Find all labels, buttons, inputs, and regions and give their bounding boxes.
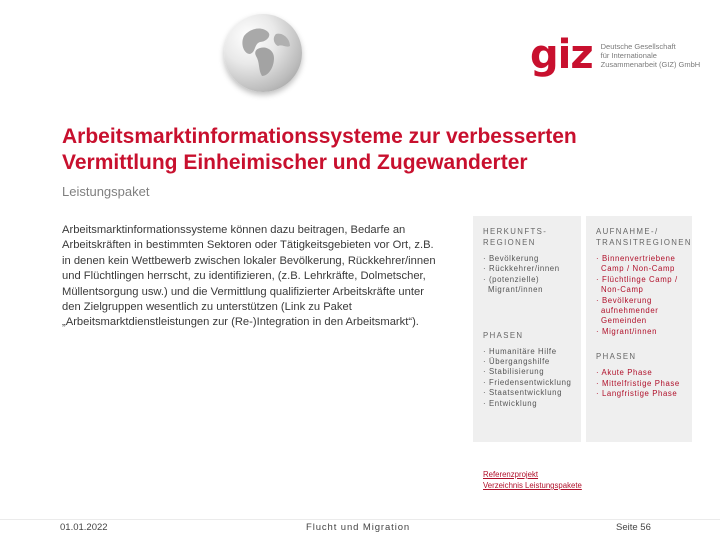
list-item: · Staatsentwicklung	[483, 388, 563, 398]
list-item[interactable]: · Akute Phase	[596, 368, 653, 378]
logo-mark: giz	[530, 32, 593, 78]
list-item: · Friedensentwicklung	[483, 377, 572, 387]
host-phases-heading: PHASEN	[596, 352, 637, 362]
origin-groups-list	[483, 254, 581, 296]
reference-links	[483, 469, 582, 491]
list-item[interactable]: · Mittelfristige Phase	[596, 378, 680, 388]
origin-regions-panel	[473, 216, 581, 442]
list-item: · Rückkehrer/innen	[483, 264, 560, 274]
title-line-2: Vermittlung Einheimischer und Zugewanderter	[62, 151, 528, 174]
title-line-1: Arbeitsmarktinformationssysteme zur verbesserten	[62, 125, 577, 148]
footer-date: 01.01.2022	[60, 522, 108, 533]
page-title	[62, 124, 692, 176]
logo-line: für Internationale	[600, 51, 657, 60]
list-item: · Übergangshilfe	[483, 357, 550, 367]
logo-text	[601, 42, 701, 69]
list-item[interactable]: · Flüchtlinge Camp / Non-Camp	[596, 274, 678, 295]
page-subtitle: Leistungspaket	[62, 184, 150, 199]
list-item: · Bevölkerung	[483, 254, 539, 263]
logo-line: Deutsche Gesellschaft	[600, 42, 676, 51]
body-paragraph: Arbeitsmarktinformationssysteme können dazu beitragen, Bedarfe an Arbeitskräften in bestimmten Sektoren oder Tätigkeitsgebieten vor Ort, z.B. in denen kein Wettbewerb zwischen lokaler Bevölkerung, Rückkehrer/innen und Flüchtlingen herrscht, zu identifizieren, (z.B. Lehrkräfte, Dolmetscher, Müllentsorgung usw.) und die Vermittlung qualifizierter Arbeitskräfte unter den Zielgruppen wesentlich zu unterstützen (Link zu Paket „Arbeitsmarktdienstleistungen zur (Re-)Integration in den Arbeitsmarkt“).	[62, 224, 436, 329]
package-directory-link[interactable]: Verzeichnis Leistungspakete	[483, 481, 582, 490]
list-item: · Stabilisierung	[483, 367, 545, 377]
host-regions-panel	[586, 216, 692, 442]
list-item[interactable]: · Bevölkerung aufnehmender Gemeinden	[596, 295, 659, 326]
logo-line: Zusammenarbeit (GIZ) GmbH	[600, 60, 701, 69]
host-phases-list	[596, 368, 692, 399]
host-regions-heading: AUFNAHME-/ TRANSITREGIONEN	[596, 227, 692, 247]
list-item: · Entwicklung	[483, 398, 538, 408]
reference-project-link[interactable]: Referenzprojekt	[483, 470, 539, 479]
list-item: · (potenzielle) Migrant/innen	[483, 274, 544, 295]
origin-phases-heading: PHASEN	[483, 330, 524, 340]
page-number: Seite 56	[616, 522, 651, 533]
footer-topic: Flucht und Migration	[306, 522, 411, 533]
origin-regions-heading: HERKUNFTS-REGIONEN	[483, 227, 548, 247]
list-item[interactable]: · Migrant/innen	[596, 326, 658, 336]
origin-phases-list	[483, 347, 581, 409]
list-item: · Humanitäre Hilfe	[483, 346, 557, 356]
host-groups-list	[596, 254, 692, 337]
globe-image	[224, 14, 302, 92]
giz-logo	[530, 32, 701, 78]
list-item[interactable]: · Langfristige Phase	[596, 389, 678, 399]
list-item[interactable]: · Binnenvertriebene Camp / Non-Camp	[596, 254, 676, 274]
footer-divider	[0, 519, 720, 520]
